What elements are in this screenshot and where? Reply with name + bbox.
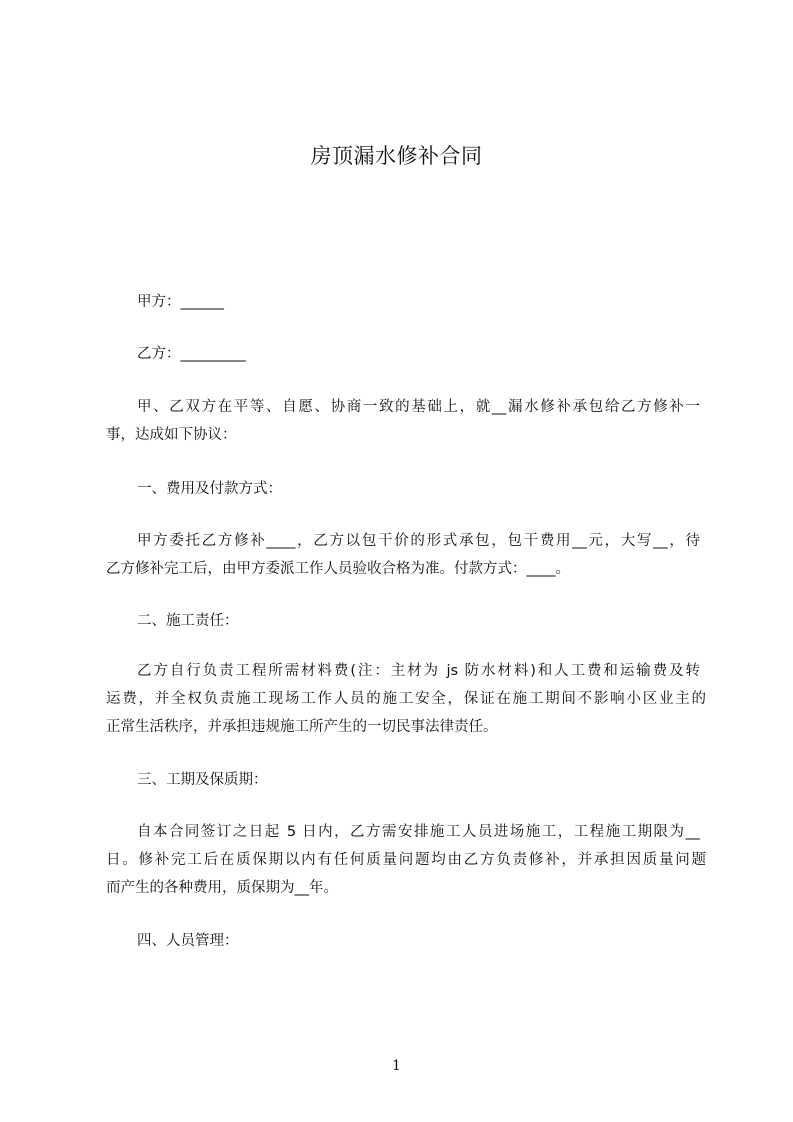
- section-line: 正常生活秩序，并承担违规施工所产生的一切民事法律责任。: [106, 719, 498, 735]
- section-line: 而产生的各种费用，质保期为__年。: [106, 880, 338, 896]
- section-line: 乙方自行负责工程所需材料费(注：主材为 js 防水材料)和人工费和运输费及转: [137, 663, 700, 679]
- section-line: 运费，并全权负责施工现场工作人员的施工安全，保证在施工期间不影响小区业主的: [106, 691, 706, 707]
- section-line: 自本合同签订之日起 5 日内，乙方需安排施工人员进场施工，工程施工期限为__: [137, 824, 700, 840]
- page-number: 1: [392, 1058, 401, 1074]
- section-heading-schedule: 三、工期及保质期：: [137, 772, 268, 788]
- intro-line: 甲、乙双方在平等、自愿、协商一致的基础上，就__漏水修补承包给乙方修补一: [137, 399, 700, 415]
- intro-line: 事，达成如下协议：: [106, 427, 237, 443]
- section-line: 日。修补完工后在质保期以内有任何质量问题均由乙方负责修补，并承担因质量问题: [106, 852, 706, 868]
- party-b-line: 乙方：_________: [137, 346, 246, 362]
- section-line: 甲方委托乙方修补____，乙方以包干价的形式承包，包干费用__元，大写__，待: [137, 533, 700, 549]
- section-heading-fees: 一、费用及付款方式：: [137, 481, 282, 497]
- section-heading-personnel: 四、人员管理：: [137, 933, 239, 949]
- document-title: 房顶漏水修补合同: [310, 144, 483, 168]
- party-a-line: 甲方：______: [137, 294, 224, 310]
- section-heading-responsibility: 二、施工责任：: [137, 613, 239, 629]
- section-line: 乙方修补完工后，由甲方委派工作人员验收合格为准。付款方式：____。: [106, 561, 570, 577]
